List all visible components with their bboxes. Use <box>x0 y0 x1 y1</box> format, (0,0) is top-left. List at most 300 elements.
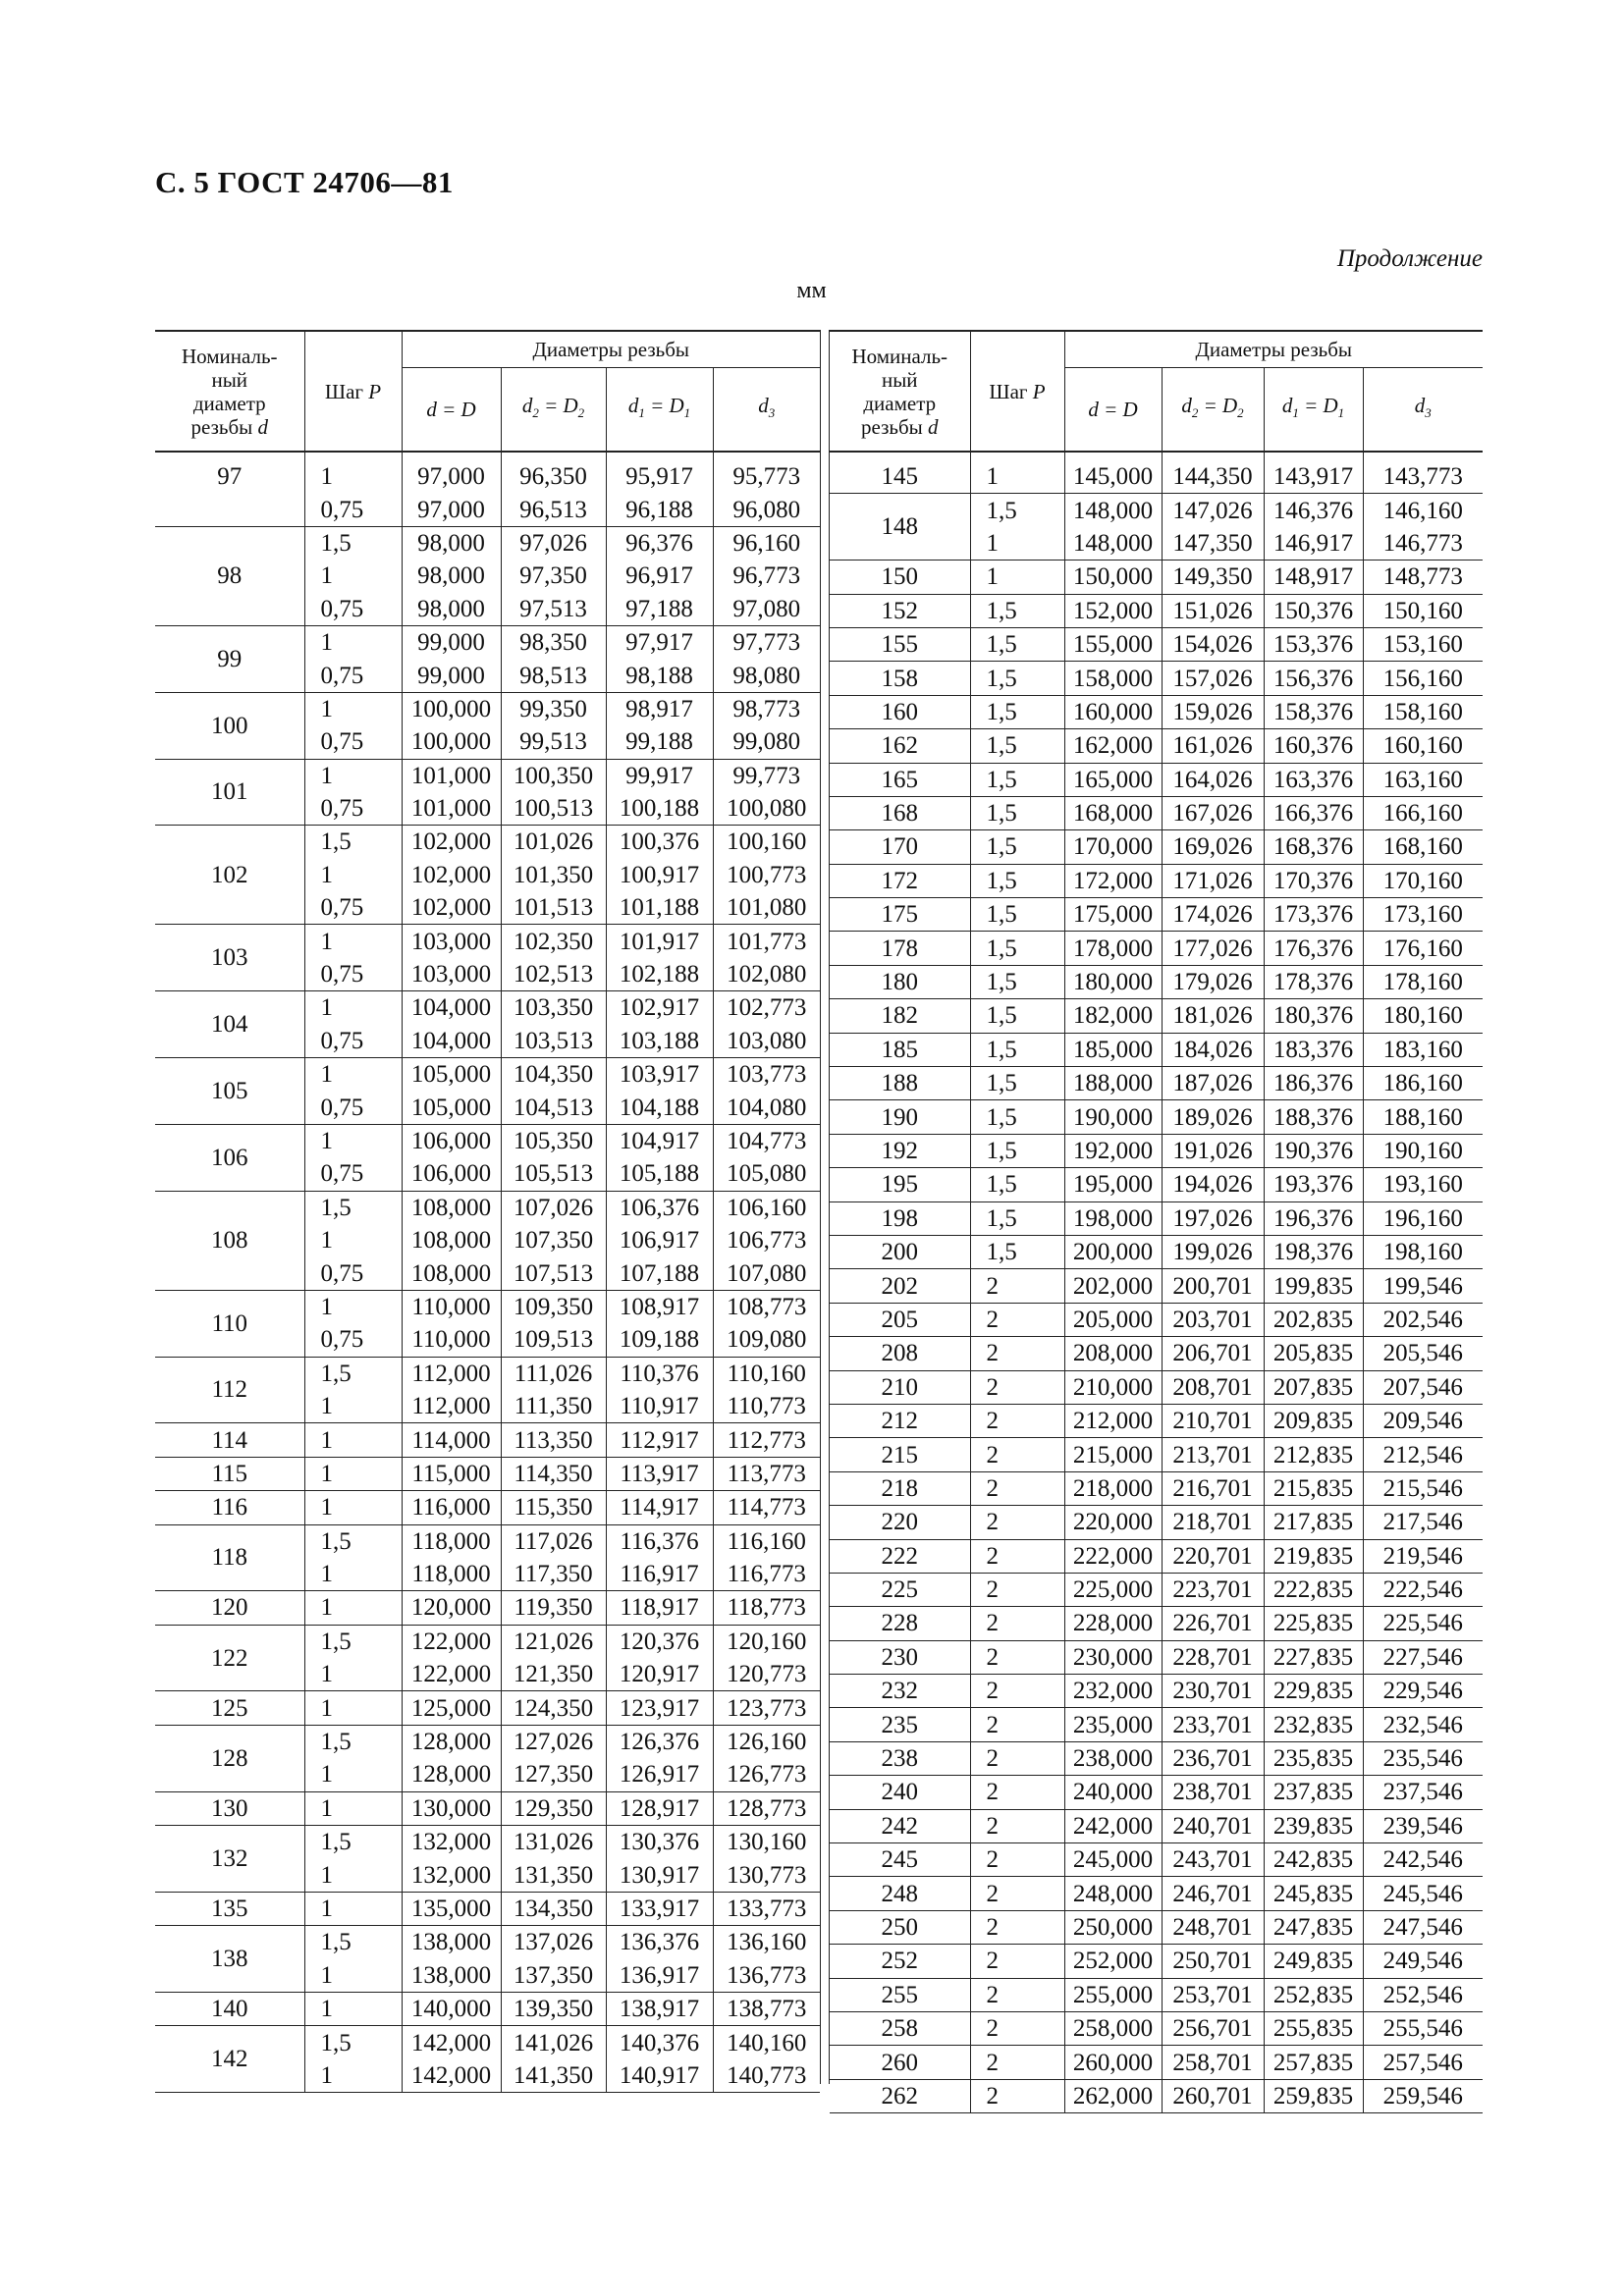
unit-label: мм <box>796 278 827 303</box>
nominal-diameter-cell: 122 <box>155 1625 304 1691</box>
step-cell: 1,5 <box>970 864 1064 897</box>
d3-cell: 150,160 <box>1363 594 1483 627</box>
d3-cell: 136,160 <box>727 1929 807 1956</box>
d1-cell: 205,835 <box>1264 1337 1363 1370</box>
d2-cell: 111,350 <box>501 1390 606 1423</box>
nominal-diameter-cell: 115 <box>155 1457 304 1490</box>
nominal-diameter-cell: 240 <box>830 1776 970 1809</box>
d2-cell: 164,026 <box>1162 763 1264 796</box>
d1-cell: 202,835 <box>1264 1303 1363 1336</box>
table-row <box>155 1926 820 1959</box>
d-cell: 195,000 <box>1064 1168 1162 1201</box>
table-row <box>830 1675 1483 1708</box>
d2-cell: 97,350 <box>501 560 606 592</box>
table-row <box>155 1691 820 1725</box>
d-cell: 232,000 <box>1064 1675 1162 1708</box>
d3-cell: 140,773 <box>713 2059 820 2093</box>
d-cell: 205,000 <box>1064 1303 1162 1336</box>
nominal-diameter-cell: 116 <box>155 1491 304 1524</box>
step-cell: 2 <box>970 1809 1064 1842</box>
d2-cell: 98,350 <box>501 625 606 659</box>
step-cell: 1,5 <box>970 898 1064 932</box>
step-cell: 2 <box>970 1337 1064 1370</box>
d3-cell: 252,546 <box>1363 1978 1483 2011</box>
d1-cell: 156,376 <box>1264 662 1363 695</box>
d1-cell: 176,376 <box>1264 932 1363 965</box>
table-row <box>830 1945 1483 1978</box>
d2-cell: 99,350 <box>501 692 606 725</box>
step-cell: 1 <box>304 1959 402 1993</box>
table-left-half <box>155 330 820 2093</box>
d2-cell: 223,701 <box>1162 1573 1264 1606</box>
col-d3-header: $d_3$ <box>713 368 820 453</box>
nominal-diameter-cell: 230 <box>830 1640 970 1674</box>
nominal-diameter-cell: 145 <box>830 452 970 494</box>
d2-cell: 104,350 <box>501 1058 606 1092</box>
table-row <box>155 826 820 859</box>
d-cell: 148,000 <box>1064 527 1162 561</box>
d-cell: 122,000 <box>402 1658 501 1691</box>
d2-cell: 218,701 <box>1162 1506 1264 1539</box>
table-row <box>830 1370 1483 1404</box>
d-cell: 105,000 <box>402 1091 501 1124</box>
d2-cell: 115,350 <box>501 1491 606 1524</box>
d-cell: 150,000 <box>1064 561 1162 594</box>
step-cell: 2 <box>970 1843 1064 1877</box>
d1-cell: 100,376 <box>606 826 713 859</box>
d-cell: 158,000 <box>1064 662 1162 695</box>
step-cell: 1,5 <box>970 1235 1064 1268</box>
d2-cell: 124,350 <box>501 1691 606 1725</box>
table-row <box>830 763 1483 796</box>
step-cell: 1,5 <box>970 494 1064 527</box>
d2-cell: 253,701 <box>1162 1978 1264 2011</box>
table-right-half <box>830 330 1483 2113</box>
step-cell: 1,5 <box>304 1926 402 1959</box>
d3-cell: 183,160 <box>1363 1033 1483 1066</box>
d3-cell: 143,773 <box>1363 452 1483 494</box>
d1-cell: 183,376 <box>1264 1033 1363 1066</box>
d1-cell: 128,917 <box>606 1791 713 1825</box>
d-cell: 228,000 <box>1064 1607 1162 1640</box>
step-cell: 2 <box>970 1776 1064 1809</box>
d2-cell: 131,026 <box>501 1826 606 1859</box>
col-nominal-header: Номиналь- ный диаметр резьбы d <box>155 331 304 452</box>
d2-cell: 107,026 <box>501 1191 606 1224</box>
d3-cell: 120,773 <box>713 1658 820 1691</box>
d2-cell: 220,701 <box>1162 1539 1264 1573</box>
step-cell: 1,5 <box>970 627 1064 661</box>
nominal-diameter-cell: 125 <box>155 1691 304 1725</box>
d2-cell: 159,026 <box>1162 695 1264 728</box>
step-cell: 2 <box>970 1708 1064 1741</box>
d3-cell: 199,546 <box>1363 1269 1483 1303</box>
step-cell: 2 <box>970 1910 1064 1944</box>
d3-cell: 209,546 <box>1363 1404 1483 1437</box>
nominal-diameter-cell: 170 <box>830 830 970 864</box>
nominal-diameter-cell: 104 <box>155 991 304 1058</box>
d2-cell: 181,026 <box>1162 999 1264 1033</box>
step-cell: 1 <box>970 527 1064 561</box>
d1-cell: 95,917 <box>606 452 713 493</box>
d1-cell: 118,917 <box>606 1591 713 1625</box>
d-cell: 128,000 <box>402 1758 501 1791</box>
d3-cell: 259,546 <box>1363 2079 1483 2112</box>
d-cell: 230,000 <box>1064 1640 1162 1674</box>
d2-cell: 137,350 <box>501 1959 606 1993</box>
d1-cell: 102,188 <box>606 958 713 991</box>
nominal-diameter-cell: 260 <box>830 2046 970 2079</box>
d1-cell: 109,188 <box>606 1323 713 1357</box>
nominal-diameter-cell: 130 <box>155 1791 304 1825</box>
d1-cell: 222,835 <box>1264 1573 1363 1606</box>
d-cell: 252,000 <box>1064 1945 1162 1978</box>
d1-cell: 163,376 <box>1264 763 1363 796</box>
d2-cell: 258,701 <box>1162 2046 1264 2079</box>
d2-cell: 233,701 <box>1162 1708 1264 1741</box>
step-cell: 2 <box>970 1877 1064 1910</box>
table-row <box>830 1067 1483 1100</box>
d3-cell: 96,773 <box>732 562 801 590</box>
step-cell: 2 <box>970 1471 1064 1505</box>
nominal-diameter-cell: 140 <box>155 1992 304 2025</box>
d3-cell: 136,773 <box>713 1959 820 1993</box>
d3-cell: 257,546 <box>1363 2046 1483 2079</box>
d1-cell: 225,835 <box>1264 1607 1363 1640</box>
nominal-diameter-cell: 155 <box>830 627 970 661</box>
table-row <box>155 452 820 493</box>
d3-cell: 120,160 <box>727 1628 807 1655</box>
d1-cell: 255,835 <box>1264 2011 1363 2045</box>
table-row <box>830 1607 1483 1640</box>
nominal-diameter-cell: 212 <box>830 1404 970 1437</box>
d2-cell: 179,026 <box>1162 965 1264 998</box>
d3-cell: 112,773 <box>713 1423 820 1457</box>
table-row <box>155 1423 820 1457</box>
d2-cell: 102,350 <box>501 925 606 958</box>
step-cell: 0,75 <box>304 792 402 826</box>
table-row <box>830 1573 1483 1606</box>
table-row <box>830 1910 1483 1944</box>
d3-cell: 105,080 <box>713 1157 820 1191</box>
d1-cell: 116,917 <box>606 1558 713 1591</box>
d1-cell: 170,376 <box>1264 864 1363 897</box>
nominal-diameter-cell: 218 <box>830 1471 970 1505</box>
d-cell: 98,000 <box>402 593 501 626</box>
d1-cell: 242,835 <box>1264 1843 1363 1877</box>
d-cell: 225,000 <box>1064 1573 1162 1606</box>
nominal-diameter-cell: 190 <box>830 1100 970 1134</box>
d3-cell: 109,080 <box>713 1323 820 1357</box>
step-cell: 1,5 <box>970 1168 1064 1201</box>
table-row <box>155 1491 820 1524</box>
step-cell: 1 <box>304 1591 402 1625</box>
nominal-diameter-cell: 100 <box>155 692 304 759</box>
d1-cell: 126,917 <box>606 1758 713 1791</box>
d3-cell: 207,546 <box>1363 1370 1483 1404</box>
d3-cell: 146,773 <box>1363 527 1483 561</box>
d-cell: 202,000 <box>1064 1269 1162 1303</box>
table-row <box>830 2079 1483 2112</box>
d3-cell: 102,773 <box>727 994 807 1022</box>
d-cell: 105,000 <box>402 1058 501 1092</box>
table-row <box>830 594 1483 627</box>
d3-cell: 146,160 <box>1382 497 1463 524</box>
d1-cell: 140,376 <box>606 2026 713 2059</box>
step-cell: 1 <box>304 1658 402 1691</box>
d3-cell: 106,160 <box>727 1194 807 1221</box>
nominal-diameter-cell: 262 <box>830 2079 970 2112</box>
d2-cell: 154,026 <box>1162 627 1264 661</box>
d-cell: 132,000 <box>402 1826 501 1859</box>
d-cell: 106,000 <box>402 1124 501 1157</box>
d1-cell: 188,376 <box>1264 1100 1363 1134</box>
table-row <box>830 2046 1483 2079</box>
d1-cell: 160,376 <box>1264 729 1363 763</box>
step-cell: 1 <box>304 452 402 493</box>
d3-cell: 202,546 <box>1363 1303 1483 1336</box>
d2-cell: 206,701 <box>1162 1337 1264 1370</box>
d-cell: 101,000 <box>402 759 501 792</box>
step-cell: 1 <box>304 991 402 1025</box>
nominal-diameter-cell: 112 <box>155 1357 304 1423</box>
d-cell: 99,000 <box>402 625 501 659</box>
d-cell: 212,000 <box>1064 1404 1162 1437</box>
d-cell: 220,000 <box>1064 1506 1162 1539</box>
table-row <box>830 1809 1483 1842</box>
table-row <box>830 1269 1483 1303</box>
d1-cell: 168,376 <box>1264 830 1363 864</box>
d1-cell: 190,376 <box>1264 1134 1363 1167</box>
d2-cell: 96,513 <box>501 493 606 526</box>
d3-cell: 222,546 <box>1363 1573 1483 1606</box>
step-cell: 1,5 <box>970 729 1064 763</box>
d3-cell: 212,546 <box>1363 1438 1483 1471</box>
d1-cell: 199,835 <box>1264 1269 1363 1303</box>
d-cell: 235,000 <box>1064 1708 1162 1741</box>
step-cell: 1 <box>304 759 402 792</box>
table-row <box>830 1640 1483 1674</box>
d-cell: 255,000 <box>1064 1978 1162 2011</box>
col-step-header: Шаг P <box>304 331 402 452</box>
d1-cell: 247,835 <box>1264 1910 1363 1944</box>
step-cell: 1 <box>304 1892 402 1925</box>
nominal-diameter-cell: 118 <box>155 1524 304 1591</box>
table-row <box>155 1524 820 1558</box>
nominal-diameter-cell: 101 <box>155 759 304 826</box>
d-cell: 208,000 <box>1064 1337 1162 1370</box>
step-cell: 2 <box>970 1573 1064 1606</box>
table-row <box>830 999 1483 1033</box>
d-cell: 102,000 <box>402 891 501 925</box>
d3-cell: 180,160 <box>1363 999 1483 1033</box>
d1-cell: 98,917 <box>606 692 713 725</box>
d1-cell: 102,917 <box>606 991 713 1025</box>
table-row <box>155 1290 820 1323</box>
table-row <box>155 1591 820 1625</box>
nominal-diameter-cell: 182 <box>830 999 970 1033</box>
step-cell: 1 <box>970 561 1064 594</box>
table-row <box>155 1826 820 1859</box>
d-cell: 210,000 <box>1064 1370 1162 1404</box>
d-cell: 100,000 <box>402 725 501 759</box>
d1-cell: 106,917 <box>606 1224 713 1256</box>
d1-cell: 237,835 <box>1264 1776 1363 1809</box>
d1-cell: 180,376 <box>1264 999 1363 1033</box>
d2-cell: 177,026 <box>1162 932 1264 965</box>
d2-cell: 102,513 <box>501 958 606 991</box>
d-cell: 103,000 <box>402 925 501 958</box>
d2-cell: 246,701 <box>1162 1877 1264 1910</box>
table-row <box>830 830 1483 864</box>
d-cell: 110,000 <box>402 1290 501 1323</box>
nominal-diameter-cell: 108 <box>155 1191 304 1290</box>
d3-cell: 130,160 <box>727 1829 807 1856</box>
step-cell: 1 <box>304 1691 402 1725</box>
d3-cell: 100,080 <box>713 792 820 826</box>
nominal-diameter-cell: 114 <box>155 1423 304 1457</box>
d3-cell: 97,773 <box>732 629 801 657</box>
table-row <box>830 1471 1483 1505</box>
d3-cell: 227,546 <box>1363 1640 1483 1674</box>
d2-cell: 189,026 <box>1162 1100 1264 1134</box>
col-d3-header: $d_3$ <box>1363 368 1483 453</box>
d-cell: 160,000 <box>1064 695 1162 728</box>
d-cell: 128,000 <box>402 1725 501 1758</box>
column-divider <box>820 330 830 2084</box>
d3-cell: 205,546 <box>1363 1337 1483 1370</box>
d3-cell: 102,080 <box>713 958 820 991</box>
d-cell: 198,000 <box>1064 1201 1162 1235</box>
d3-cell: 110,160 <box>727 1360 806 1387</box>
d3-cell: 239,546 <box>1363 1809 1483 1842</box>
table-row <box>155 991 820 1025</box>
step-cell: 1,5 <box>970 594 1064 627</box>
d-cell: 108,000 <box>402 1224 501 1256</box>
nominal-diameter-cell: 103 <box>155 925 304 991</box>
d2-cell: 100,513 <box>501 792 606 826</box>
d-cell: 175,000 <box>1064 898 1162 932</box>
step-cell: 1,5 <box>970 763 1064 796</box>
d1-cell: 186,376 <box>1264 1067 1363 1100</box>
table-row <box>155 925 820 958</box>
table-row <box>830 932 1483 965</box>
step-cell: 1 <box>304 2059 402 2093</box>
d3-cell: 196,160 <box>1363 1201 1483 1235</box>
table-row <box>830 796 1483 829</box>
step-cell: 1,5 <box>970 1033 1064 1066</box>
d3-cell: 99,773 <box>732 762 801 789</box>
table-row <box>830 695 1483 728</box>
table-row <box>830 1100 1483 1134</box>
d2-cell: 157,026 <box>1162 662 1264 695</box>
d2-cell: 199,026 <box>1162 1235 1264 1268</box>
d1-cell: 198,376 <box>1264 1235 1363 1268</box>
step-cell: 1,5 <box>970 1134 1064 1167</box>
nominal-diameter-cell: 192 <box>830 1134 970 1167</box>
d2-cell: 121,026 <box>501 1625 606 1658</box>
d1-cell: 120,917 <box>606 1658 713 1691</box>
d2-cell: 210,701 <box>1162 1404 1264 1437</box>
d2-cell: 97,513 <box>501 593 606 626</box>
nominal-diameter-cell: 106 <box>155 1124 304 1191</box>
nominal-diameter-cell: 97 <box>155 452 304 526</box>
d2-cell: 103,350 <box>501 991 606 1025</box>
d3-cell: 235,546 <box>1363 1741 1483 1775</box>
step-cell: 1,5 <box>970 796 1064 829</box>
step-cell: 1 <box>970 452 1064 494</box>
d3-cell: 138,773 <box>713 1992 820 2025</box>
table-row <box>155 1058 820 1092</box>
d1-cell: 153,376 <box>1264 627 1363 661</box>
d1-cell: 227,835 <box>1264 1640 1363 1674</box>
d-cell: 118,000 <box>402 1524 501 1558</box>
d2-cell: 137,026 <box>501 1926 606 1959</box>
step-cell: 1 <box>304 925 402 958</box>
table-row <box>830 1438 1483 1471</box>
d3-cell: 116,160 <box>727 1527 806 1555</box>
d-cell: 260,000 <box>1064 2046 1162 2079</box>
d1-cell: 112,917 <box>606 1423 713 1457</box>
d3-cell: 101,773 <box>727 928 807 955</box>
d1-cell: 113,917 <box>606 1457 713 1490</box>
d2-cell: 226,701 <box>1162 1607 1264 1640</box>
step-cell: 1 <box>304 859 402 891</box>
table-row <box>830 864 1483 897</box>
d2-cell: 184,026 <box>1162 1033 1264 1066</box>
d2-cell: 104,513 <box>501 1091 606 1124</box>
table-row <box>155 1791 820 1825</box>
d-cell: 97,000 <box>402 493 501 526</box>
table-row <box>830 2011 1483 2045</box>
table-row <box>155 1191 820 1224</box>
d3-cell: 245,546 <box>1363 1877 1483 1910</box>
d-cell: 115,000 <box>402 1457 501 1490</box>
d2-cell: 238,701 <box>1162 1776 1264 1809</box>
d-cell: 103,000 <box>402 958 501 991</box>
step-cell: 1,5 <box>970 965 1064 998</box>
d-cell: 120,000 <box>402 1591 501 1625</box>
step-cell: 0,75 <box>304 1025 402 1058</box>
d2-cell: 98,513 <box>501 659 606 692</box>
d3-cell: 133,773 <box>713 1892 820 1925</box>
d1-cell: 96,376 <box>606 526 713 560</box>
step-cell: 1,5 <box>970 830 1064 864</box>
d1-cell: 96,917 <box>606 560 713 592</box>
d-cell: 101,000 <box>402 792 501 826</box>
step-cell: 2 <box>970 2079 1064 2112</box>
d-cell: 116,000 <box>402 1491 501 1524</box>
table-row <box>830 965 1483 998</box>
d2-cell: 169,026 <box>1162 830 1264 864</box>
d1-cell: 104,188 <box>606 1091 713 1124</box>
nominal-diameter-cell: 258 <box>830 2011 970 2045</box>
nominal-diameter-cell: 110 <box>155 1290 304 1357</box>
d-cell: 242,000 <box>1064 1809 1162 1842</box>
step-cell: 1 <box>304 1124 402 1157</box>
step-cell: 2 <box>970 1303 1064 1336</box>
d2-cell: 134,350 <box>501 1892 606 1925</box>
d2-cell: 243,701 <box>1162 1843 1264 1877</box>
table-row <box>155 759 820 792</box>
d1-cell: 99,188 <box>606 725 713 759</box>
d3-cell: 126,773 <box>713 1758 820 1791</box>
d1-cell: 133,917 <box>606 1892 713 1925</box>
step-cell: 1,5 <box>970 662 1064 695</box>
d1-cell: 193,376 <box>1264 1168 1363 1201</box>
step-cell: 1 <box>304 1992 402 2025</box>
d1-cell: 136,376 <box>606 1926 713 1959</box>
